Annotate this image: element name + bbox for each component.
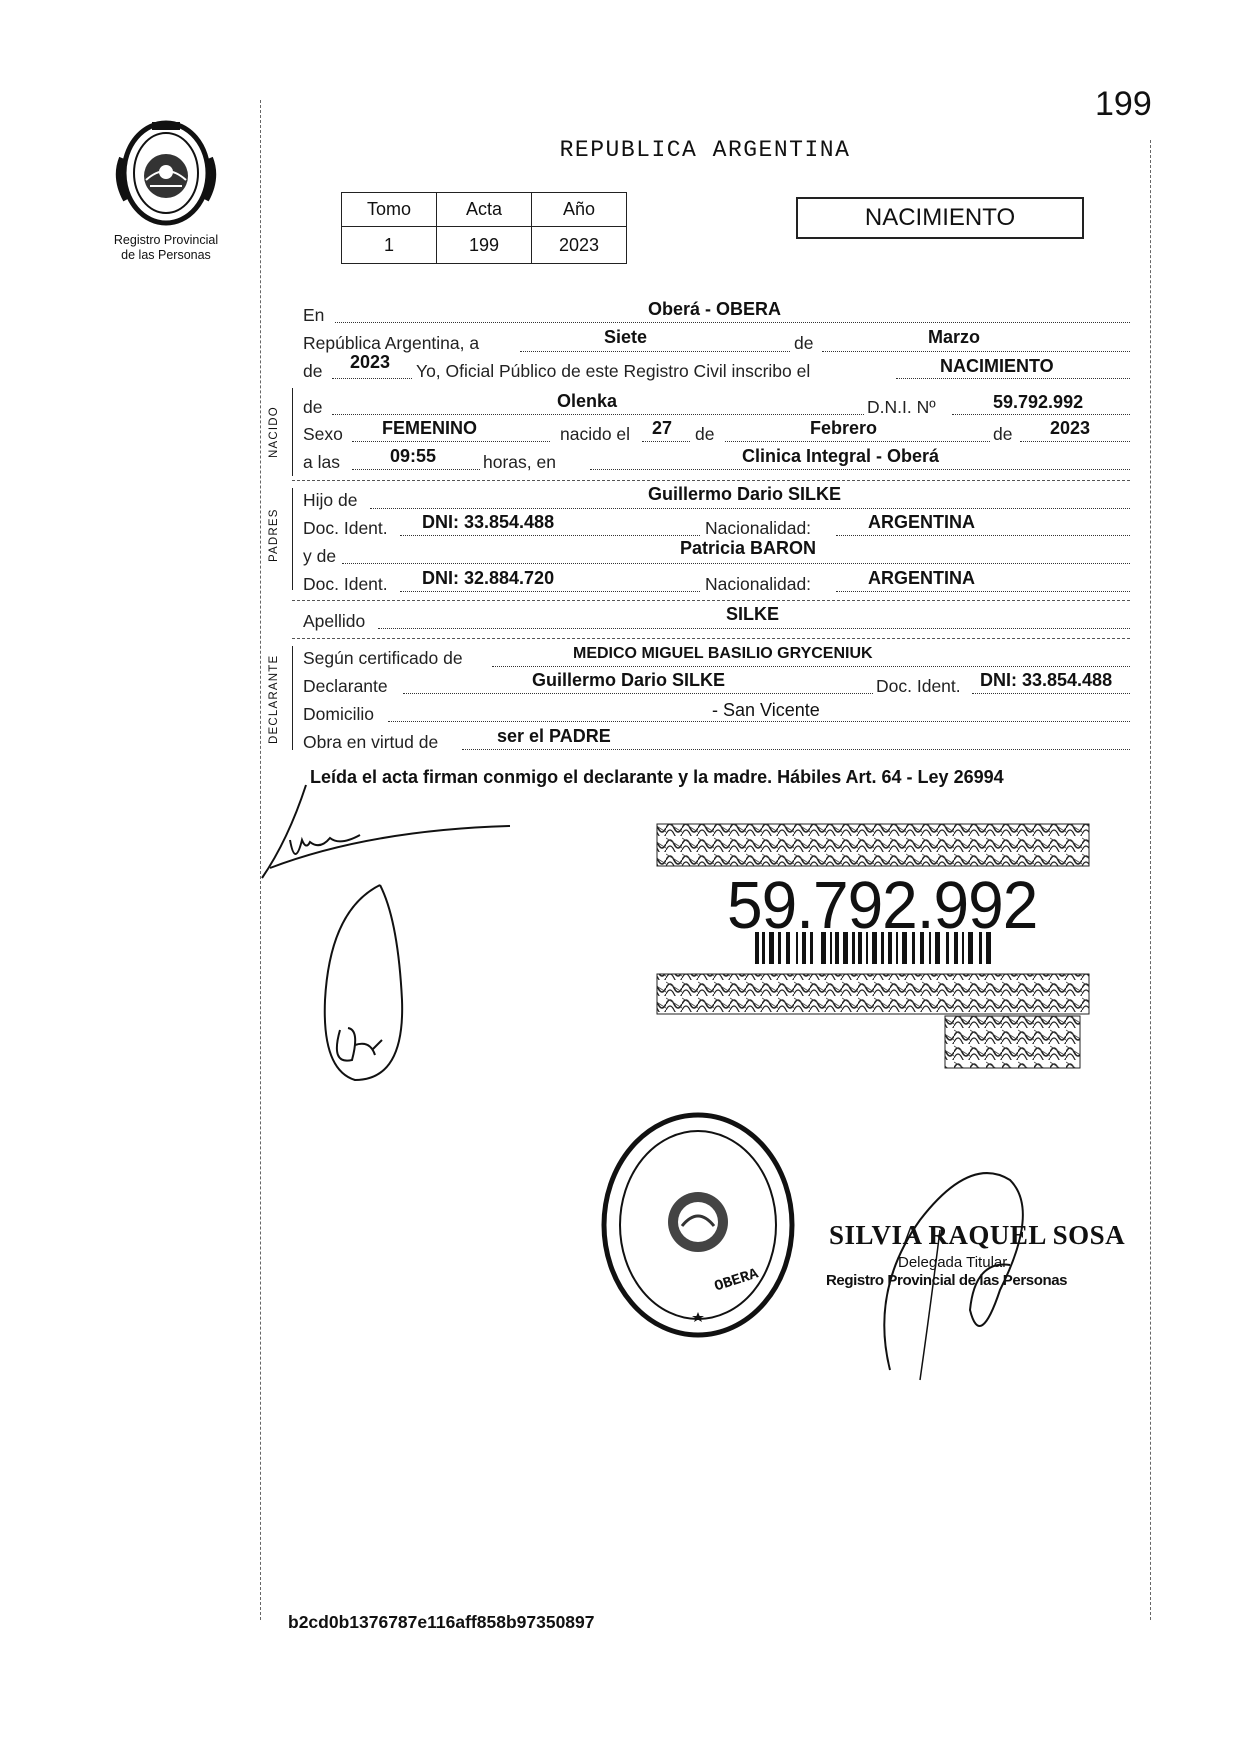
obra-value: ser el PADRE	[497, 726, 611, 746]
de-label: de	[794, 333, 814, 353]
sexo-value: FEMENINO	[382, 418, 478, 438]
y-de-label: y de	[303, 546, 337, 566]
declarante-section-label: DECLARANTE	[268, 654, 280, 744]
de-anio-nac-label: de	[993, 424, 1013, 444]
domicilio-label: Domicilio	[303, 704, 374, 724]
nac-madre-label: Nacionalidad:	[705, 574, 812, 594]
official-seal	[598, 1110, 798, 1340]
anio-value: 2023	[532, 227, 627, 264]
de-mes-label: de	[695, 424, 715, 444]
certificado-value: MEDICO MIGUEL BASILIO GRYCENIUK	[573, 645, 873, 662]
de-anio-label: de	[303, 361, 323, 381]
nacido-section-label: NACIDO	[268, 406, 280, 458]
sexo-label: Sexo	[303, 424, 343, 444]
obra-label: Obra en virtud de	[303, 732, 439, 752]
acta-value: 199	[437, 227, 532, 264]
dni-value: 59.792.992	[993, 392, 1084, 412]
madre-value: Patricia BARON	[680, 538, 817, 558]
horas-en-label: horas, en	[483, 452, 556, 472]
separator-2	[292, 600, 1130, 601]
doc-declarante-label: Doc. Ident.	[876, 676, 961, 696]
en-label: En	[303, 305, 325, 325]
anio-value: 2023	[350, 352, 391, 372]
hijo-de-label: Hijo de	[303, 490, 358, 510]
domicilio-value: - San Vicente	[712, 700, 820, 720]
official-name: SILVIA RAQUEL SOSA	[829, 1220, 1126, 1250]
doc-padre-value: DNI: 33.854.488	[422, 512, 555, 532]
doc-madre-value: DNI: 32.884.720	[422, 568, 555, 588]
document-hash: b2cd0b1376787e116aff858b97350897	[288, 1612, 595, 1632]
anio-nac-value: 2023	[1050, 418, 1091, 438]
padres-section-label: PADRES	[268, 508, 280, 562]
official-office: Registro Provincial de las Personas	[826, 1272, 1068, 1289]
dni-stamp-graphic	[650, 820, 1095, 1070]
nac-padre-value: ARGENTINA	[868, 512, 975, 532]
mother-signature	[310, 880, 430, 1090]
padre-value: Guillermo Dario SILKE	[648, 484, 842, 504]
nac-madre-value: ARGENTINA	[868, 568, 975, 588]
seal-city: OBERA	[712, 1265, 761, 1296]
en-value: Oberá - OBERA	[648, 299, 782, 319]
a-las-label: a las	[303, 452, 340, 472]
dni-stamp-number: 59.792.992	[727, 867, 1038, 943]
anio-header: Año	[532, 193, 627, 227]
act-type-box: NACIMIENTO	[796, 197, 1084, 239]
logo-caption: Registro Provincial de las Personas	[113, 233, 219, 262]
acta-header: Acta	[437, 193, 532, 227]
apellido-value: SILKE	[726, 604, 780, 624]
apellido-label: Apellido	[303, 611, 366, 631]
lugar-value: Clinica Integral - Oberá	[742, 446, 940, 466]
nombre-value: Olenka	[557, 391, 618, 411]
dni-label: D.N.I. Nº	[867, 397, 936, 417]
doc-padre-label: Doc. Ident.	[303, 518, 388, 538]
tipo-value: NACIMIENTO	[940, 356, 1054, 376]
closing-note: Leída el acta firman conmigo el declarante y la madre. Hábiles Art. 64 - Ley 26994	[310, 767, 1004, 787]
declarant-signature	[250, 780, 550, 890]
padres-bar	[292, 488, 293, 590]
nacido-el-label: nacido el	[560, 424, 631, 444]
declarante-bar	[292, 646, 293, 750]
declarante-label: Declarante	[303, 676, 388, 696]
separator-1	[292, 480, 1130, 481]
nacido-bar	[292, 388, 293, 476]
document-title: REPUBLICA ARGENTINA	[559, 137, 851, 163]
dia-value: Siete	[604, 327, 648, 347]
mes-nac-value: Febrero	[810, 418, 878, 438]
page-number: 199	[1095, 85, 1152, 123]
dia-nac-value: 27	[652, 418, 673, 438]
tomo-value: 1	[342, 227, 437, 264]
separator-3	[292, 638, 1130, 639]
doc-declarante-value: DNI: 33.854.488	[980, 670, 1113, 690]
doc-madre-label: Doc. Ident.	[303, 574, 388, 594]
nac-padre-label: Nacionalidad:	[705, 518, 812, 538]
nombre-label: de	[303, 397, 323, 417]
registry-table	[341, 192, 627, 264]
seal-text: DELEGACION DEL REGISTRO PROVINCIAL DE LAS PERSONAS	[1200, 1360, 1231, 1361]
dia-fill	[520, 327, 790, 352]
certificado-label: Según certificado de	[303, 648, 463, 668]
province-logo	[112, 118, 220, 228]
republica-label: República Argentina, a	[303, 333, 480, 353]
oficial-text: Yo, Oficial Público de este Registro Civil inscribo el	[416, 361, 811, 381]
tomo-header: Tomo	[342, 193, 437, 227]
official-role: Delegada Titular	[898, 1254, 1008, 1271]
mes-value: Marzo	[928, 327, 981, 347]
dni-stamp	[650, 820, 1095, 1070]
right-margin-line	[1150, 140, 1151, 1620]
declarante-value: Guillermo Dario SILKE	[532, 670, 726, 690]
hora-value: 09:55	[390, 446, 437, 466]
